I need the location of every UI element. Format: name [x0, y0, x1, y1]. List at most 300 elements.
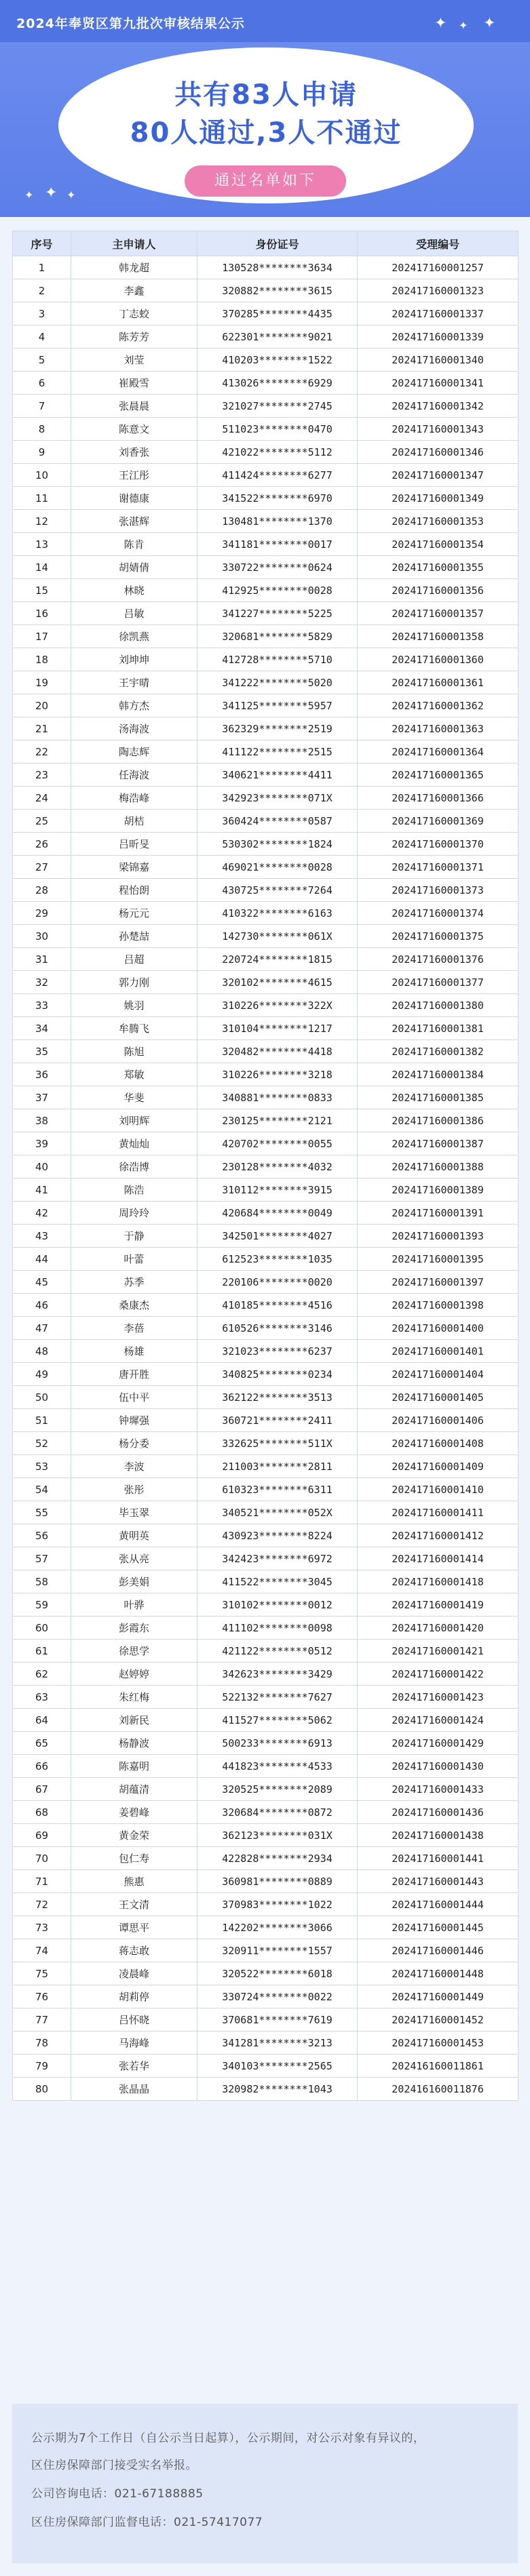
id-number: 412728********5710: [197, 648, 358, 671]
case-number: 202417160001373: [358, 879, 518, 902]
id-number: 340825********0234: [197, 1363, 358, 1386]
row-index: 69: [13, 1824, 71, 1847]
table-row: [13, 856, 518, 879]
row-index: 24: [13, 787, 71, 810]
applicant-name: 韩方杰: [71, 694, 197, 717]
table-row: [13, 1271, 518, 1294]
row-index: 50: [13, 1386, 71, 1409]
row-index: 46: [13, 1294, 71, 1317]
case-number: 202417160001408: [358, 1432, 518, 1455]
case-number: 202417160001354: [358, 533, 518, 556]
row-index: 6: [13, 372, 71, 395]
row-index: 5: [13, 349, 71, 372]
case-number: 202417160001347: [358, 464, 518, 487]
table-row: [13, 2032, 518, 2055]
table-row: [13, 1317, 518, 1340]
id-number: 430923********8224: [197, 1524, 358, 1547]
case-number: 202417160001445: [358, 1916, 518, 1939]
table-row: [13, 1155, 518, 1178]
applicant-name: 赵婷婷: [71, 1663, 197, 1686]
id-number: 422828********2934: [197, 1847, 358, 1870]
table-row: [13, 510, 518, 533]
id-number: 522132********7627: [197, 1686, 358, 1709]
case-number: 202417160001422: [358, 1663, 518, 1686]
table-row: [13, 1847, 518, 1870]
table-row: [13, 879, 518, 902]
row-index: 75: [13, 1962, 71, 1985]
footer-consult-phone: 公司咨询电话：021-67188885: [31, 2487, 204, 2501]
row-index: 78: [13, 2032, 71, 2055]
applicant-name: 程怡朗: [71, 879, 197, 902]
applicant-name: 杨元元: [71, 902, 197, 925]
table-row: [13, 1686, 518, 1709]
row-index: 2: [13, 279, 71, 302]
table-header-row: [13, 231, 518, 256]
case-number: 202417160001365: [358, 764, 518, 787]
case-number: 202417160001423: [358, 1686, 518, 1709]
row-index: 51: [13, 1409, 71, 1432]
row-index: 36: [13, 1063, 71, 1086]
row-index: 11: [13, 487, 71, 510]
footer-note-report: 区住房保障部门接受实名举报。: [31, 2459, 197, 2472]
id-number: 411122********2515: [197, 740, 358, 764]
table-row: [13, 971, 518, 994]
applicant-name: 李蓓: [71, 1317, 197, 1340]
row-index: 14: [13, 556, 71, 579]
case-number: 202417160001397: [358, 1271, 518, 1294]
case-number: 202417160001414: [358, 1547, 518, 1570]
applicant-name: 陈嘉明: [71, 1755, 197, 1778]
table-row: [13, 1455, 518, 1478]
applicant-name: 张湛辉: [71, 510, 197, 533]
applicant-name: 任海波: [71, 764, 197, 787]
table-row: [13, 717, 518, 740]
table-row: [13, 1132, 518, 1155]
id-number: 130528********3634: [197, 256, 358, 279]
case-number: 202417160001355: [358, 556, 518, 579]
table-row: [13, 1248, 518, 1271]
table-row: [13, 1478, 518, 1501]
table-row: [13, 1409, 518, 1432]
case-number: 202417160001405: [358, 1386, 518, 1409]
table-row: [13, 279, 518, 302]
row-index: 3: [13, 302, 71, 325]
id-number: 411424********6277: [197, 464, 358, 487]
case-number: 202417160001429: [358, 1732, 518, 1755]
table-row: [13, 1432, 518, 1455]
id-number: 511023********0470: [197, 418, 358, 441]
id-number: 220106********0020: [197, 1271, 358, 1294]
row-index: 7: [13, 395, 71, 418]
id-number: 341181********0017: [197, 533, 358, 556]
header-banner: [0, 0, 530, 217]
row-index: 63: [13, 1686, 71, 1709]
table-row: [13, 395, 518, 418]
row-index: 19: [13, 671, 71, 694]
table-row: [13, 1893, 518, 1916]
row-index: 9: [13, 441, 71, 464]
notice-footer: [12, 2404, 518, 2563]
sparkle-icon: ✦: [483, 15, 496, 32]
case-number: 202417160001391: [358, 1202, 518, 1225]
sparkle-icon: ✦: [45, 184, 58, 201]
case-number: 202417160001357: [358, 602, 518, 625]
applicant-name: 凌晨峰: [71, 1962, 197, 1985]
case-number: 202417160001361: [358, 671, 518, 694]
table-row: [13, 1962, 518, 1985]
applicant-name: 于静: [71, 1225, 197, 1248]
column-header-index: 序号: [13, 231, 71, 256]
table-row: [13, 372, 518, 395]
applicant-name: 熊惠: [71, 1870, 197, 1893]
applicant-name: 张若华: [71, 2055, 197, 2078]
id-number: 362122********3513: [197, 1386, 358, 1409]
applicant-name: 包仁寿: [71, 1847, 197, 1870]
row-index: 10: [13, 464, 71, 487]
approved-list-label: 通过名单如下: [185, 165, 346, 197]
row-index: 13: [13, 533, 71, 556]
table-row: [13, 671, 518, 694]
table-row: [13, 1732, 518, 1755]
case-number: 202417160001340: [358, 349, 518, 372]
row-index: 39: [13, 1132, 71, 1155]
applicant-name: 林晓: [71, 579, 197, 602]
row-index: 32: [13, 971, 71, 994]
case-number: 202417160001371: [358, 856, 518, 879]
applicant-name: 钟墀强: [71, 1409, 197, 1432]
row-index: 60: [13, 1617, 71, 1640]
row-index: 25: [13, 810, 71, 833]
case-number: 202417160001404: [358, 1363, 518, 1386]
id-number: 622301********9021: [197, 325, 358, 349]
applicant-name: 马海峰: [71, 2032, 197, 2055]
table-row: [13, 2078, 518, 2101]
id-number: 370681********7619: [197, 2008, 358, 2032]
column-header-case-number: 受理编号: [358, 231, 518, 256]
id-number: 500233********6913: [197, 1732, 358, 1755]
applicant-name: 周玲玲: [71, 1202, 197, 1225]
case-number: 202417160001421: [358, 1640, 518, 1663]
applicant-name: 毕玉翠: [71, 1501, 197, 1524]
row-index: 40: [13, 1155, 71, 1178]
applicant-name: 苏季: [71, 1271, 197, 1294]
applicant-name: 胡莉停: [71, 1985, 197, 2008]
applicant-name: 陈意文: [71, 418, 197, 441]
row-index: 58: [13, 1570, 71, 1593]
row-index: 33: [13, 994, 71, 1017]
applicant-name: 谭思平: [71, 1916, 197, 1939]
applicant-name: 伍中平: [71, 1386, 197, 1409]
column-header-applicant: 主申请人: [71, 231, 197, 256]
case-number: 202417160001380: [358, 994, 518, 1017]
case-number: 202417160001438: [358, 1824, 518, 1847]
id-number: 341222********5020: [197, 671, 358, 694]
id-number: 410322********6163: [197, 902, 358, 925]
applicant-name: 桑康杰: [71, 1294, 197, 1317]
applicant-name: 孙楚喆: [71, 925, 197, 948]
row-index: 77: [13, 2008, 71, 2032]
id-number: 370983********1022: [197, 1893, 358, 1916]
applicant-name: 徐浩博: [71, 1155, 197, 1178]
id-number: 360981********0889: [197, 1870, 358, 1893]
case-number: 202417160001375: [358, 925, 518, 948]
case-number: 202417160001398: [358, 1294, 518, 1317]
row-index: 64: [13, 1709, 71, 1732]
id-number: 342623********3429: [197, 1663, 358, 1686]
case-number: 202417160001444: [358, 1893, 518, 1916]
applicant-name: 吕敏: [71, 602, 197, 625]
row-index: 4: [13, 325, 71, 349]
case-number: 202417160001339: [358, 325, 518, 349]
id-number: 320102********4615: [197, 971, 358, 994]
id-number: 310102********0012: [197, 1593, 358, 1617]
table-row: [13, 1340, 518, 1363]
case-number: 202417160001369: [358, 810, 518, 833]
id-number: 320882********3615: [197, 279, 358, 302]
id-number: 342423********6972: [197, 1547, 358, 1570]
row-index: 73: [13, 1916, 71, 1939]
case-number: 202417160001364: [358, 740, 518, 764]
id-number: 320522********6018: [197, 1962, 358, 1985]
row-index: 53: [13, 1455, 71, 1478]
applicant-name: 陈浩: [71, 1178, 197, 1202]
case-number: 202417160001409: [358, 1455, 518, 1478]
id-number: 421122********0512: [197, 1640, 358, 1663]
case-number: 202417160001349: [358, 487, 518, 510]
applicant-name: 陈肯: [71, 533, 197, 556]
id-number: 220724********1815: [197, 948, 358, 971]
case-number: 202417160001370: [358, 833, 518, 856]
table-row: [13, 1547, 518, 1570]
case-number: 202417160001452: [358, 2008, 518, 2032]
applicant-name: 郑敏: [71, 1063, 197, 1086]
table-row: [13, 418, 518, 441]
applicant-name: 刘明辉: [71, 1109, 197, 1132]
case-number: 202417160001343: [358, 418, 518, 441]
applicant-name: 彭霞东: [71, 1617, 197, 1640]
id-number: 230128********4032: [197, 1155, 358, 1178]
row-index: 43: [13, 1225, 71, 1248]
row-index: 41: [13, 1178, 71, 1202]
row-index: 1: [13, 256, 71, 279]
id-number: 310112********3915: [197, 1178, 358, 1202]
id-number: 142730********061X: [197, 925, 358, 948]
table-row: [13, 602, 518, 625]
row-index: 27: [13, 856, 71, 879]
table-row: [13, 1709, 518, 1732]
id-number: 420702********0055: [197, 1132, 358, 1155]
id-number: 310104********1217: [197, 1017, 358, 1040]
id-number: 411102********0098: [197, 1617, 358, 1640]
case-number: 202417160001386: [358, 1109, 518, 1132]
id-number: 330722********0624: [197, 556, 358, 579]
id-number: 320482********4418: [197, 1040, 358, 1063]
applicant-name: 汤海波: [71, 717, 197, 740]
applicant-name: 张从亮: [71, 1547, 197, 1570]
case-number: 202417160001346: [358, 441, 518, 464]
applicant-name: 王文清: [71, 1893, 197, 1916]
applicant-name: 胡蕴清: [71, 1778, 197, 1801]
id-number: 411527********5062: [197, 1709, 358, 1732]
case-number: 202417160001374: [358, 902, 518, 925]
applicant-name: 刘莹: [71, 349, 197, 372]
case-number: 202417160001342: [358, 395, 518, 418]
id-number: 412925********0028: [197, 579, 358, 602]
id-number: 430725********7264: [197, 879, 358, 902]
case-number: 202417160001449: [358, 1985, 518, 2008]
case-number: 202417160001384: [358, 1063, 518, 1086]
row-index: 29: [13, 902, 71, 925]
table-row: [13, 1178, 518, 1202]
id-number: 370285********4435: [197, 302, 358, 325]
id-number: 320982********1043: [197, 2078, 358, 2101]
case-number: 202417160001360: [358, 648, 518, 671]
table-row: [13, 787, 518, 810]
applicant-name: 胡婧倩: [71, 556, 197, 579]
table-row: [13, 1593, 518, 1617]
applicant-name: 吕怀晓: [71, 2008, 197, 2032]
applicant-name: 刘坤坤: [71, 648, 197, 671]
row-index: 30: [13, 925, 71, 948]
applicant-name: 姚羽: [71, 994, 197, 1017]
table-row: [13, 256, 518, 279]
case-number: 202417160001356: [358, 579, 518, 602]
row-index: 67: [13, 1778, 71, 1801]
case-number: 202417160001424: [358, 1709, 518, 1732]
applicant-name: 叶蕾: [71, 1248, 197, 1271]
id-number: 130481********1370: [197, 510, 358, 533]
case-number: 202417160001419: [358, 1593, 518, 1617]
table-row: [13, 1617, 518, 1640]
applicant-name: 杨分委: [71, 1432, 197, 1455]
applicant-name: 黄金荣: [71, 1824, 197, 1847]
applicant-name: 梁锦嘉: [71, 856, 197, 879]
id-number: 230125********2121: [197, 1109, 358, 1132]
id-number: 332625********511X: [197, 1432, 358, 1455]
case-number: 202417160001418: [358, 1570, 518, 1593]
row-index: 35: [13, 1040, 71, 1063]
id-number: 360721********2411: [197, 1409, 358, 1432]
row-index: 61: [13, 1640, 71, 1663]
table-row: [13, 1109, 518, 1132]
applicant-name: 张晶晶: [71, 2078, 197, 2101]
id-number: 342501********4027: [197, 1225, 358, 1248]
row-index: 47: [13, 1317, 71, 1340]
row-index: 62: [13, 1663, 71, 1686]
table-row: [13, 2008, 518, 2032]
row-index: 56: [13, 1524, 71, 1547]
row-index: 17: [13, 625, 71, 648]
table-row: [13, 302, 518, 325]
row-index: 59: [13, 1593, 71, 1617]
results-table: [12, 231, 518, 2101]
table-row: [13, 810, 518, 833]
applicant-name: 王宇晴: [71, 671, 197, 694]
case-number: 202417160001341: [358, 372, 518, 395]
case-number: 202417160001382: [358, 1040, 518, 1063]
table-row: [13, 579, 518, 602]
case-number: 202417160001388: [358, 1155, 518, 1178]
headline-results: 80人通过,3人不通过: [130, 117, 402, 148]
row-index: 48: [13, 1340, 71, 1363]
table-row: [13, 625, 518, 648]
table-row: [13, 1870, 518, 1893]
case-number: 202417160001401: [358, 1340, 518, 1363]
applicant-name: 华斐: [71, 1086, 197, 1109]
row-index: 15: [13, 579, 71, 602]
case-number: 202416160011876: [358, 2078, 518, 2101]
id-number: 341522********6970: [197, 487, 358, 510]
table-row: [13, 1202, 518, 1225]
id-number: 411522********3045: [197, 1570, 358, 1593]
id-number: 469021********0028: [197, 856, 358, 879]
row-index: 12: [13, 510, 71, 533]
table-row: [13, 1501, 518, 1524]
row-index: 34: [13, 1017, 71, 1040]
applicant-name: 韩龙超: [71, 256, 197, 279]
row-index: 37: [13, 1086, 71, 1109]
applicant-name: 张彤: [71, 1478, 197, 1501]
id-number: 610526********3146: [197, 1317, 358, 1340]
table-row: [13, 533, 518, 556]
table-row: [13, 1063, 518, 1086]
row-index: 26: [13, 833, 71, 856]
case-number: 202417160001453: [358, 2032, 518, 2055]
table-row: [13, 487, 518, 510]
applicant-name: 吕昕旻: [71, 833, 197, 856]
case-number: 202417160001400: [358, 1317, 518, 1340]
applicant-name: 李波: [71, 1455, 197, 1478]
id-number: 341125********5957: [197, 694, 358, 717]
case-number: 202417160001393: [358, 1225, 518, 1248]
row-index: 71: [13, 1870, 71, 1893]
row-index: 72: [13, 1893, 71, 1916]
applicant-name: 姜碧峰: [71, 1801, 197, 1824]
applicant-name: 刘新民: [71, 1709, 197, 1732]
table-row: [13, 325, 518, 349]
row-index: 55: [13, 1501, 71, 1524]
row-index: 22: [13, 740, 71, 764]
table-row: [13, 1916, 518, 1939]
id-number: 341227********5225: [197, 602, 358, 625]
footer-supervision-phone: 区住房保障部门监督电话：021-57417077: [31, 2516, 263, 2529]
id-number: 341281********3213: [197, 2032, 358, 2055]
id-number: 410203********1522: [197, 349, 358, 372]
id-number: 310226********3218: [197, 1063, 358, 1086]
applicant-name: 彭美娟: [71, 1570, 197, 1593]
row-index: 8: [13, 418, 71, 441]
id-number: 211003********2811: [197, 1455, 358, 1478]
id-number: 340881********0833: [197, 1086, 358, 1109]
row-index: 76: [13, 1985, 71, 2008]
case-number: 202417160001381: [358, 1017, 518, 1040]
applicant-name: 谢德康: [71, 487, 197, 510]
applicant-name: 唐开胜: [71, 1363, 197, 1386]
table-row: [13, 1663, 518, 1686]
table-row: [13, 1939, 518, 1962]
row-index: 20: [13, 694, 71, 717]
case-number: 202417160001353: [358, 510, 518, 533]
id-number: 310226********322X: [197, 994, 358, 1017]
table-row: [13, 2055, 518, 2078]
id-number: 362123********031X: [197, 1824, 358, 1847]
headline-applicants: 共有83人申请: [174, 79, 358, 111]
applicant-name: 黄明英: [71, 1524, 197, 1547]
case-number: 202417160001446: [358, 1939, 518, 1962]
id-number: 413026********6929: [197, 372, 358, 395]
row-index: 80: [13, 2078, 71, 2101]
id-number: 420684********0049: [197, 1202, 358, 1225]
